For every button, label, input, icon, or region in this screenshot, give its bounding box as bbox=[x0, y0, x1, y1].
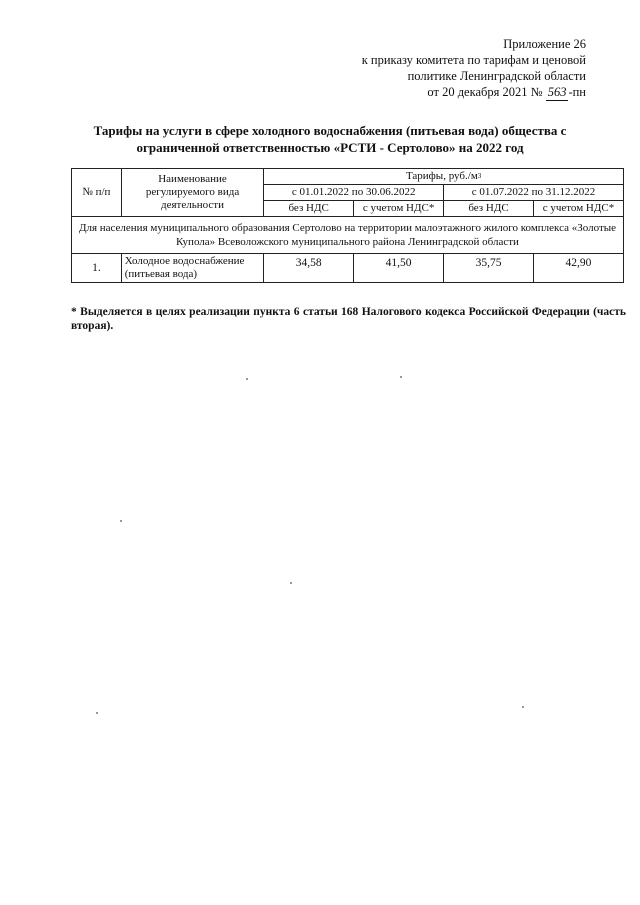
table-header-row bbox=[72, 169, 624, 185]
col-header-tariffs bbox=[264, 169, 624, 185]
tariff-table bbox=[71, 168, 624, 283]
title-line-2: ограниченной ответственностью «РСТИ - Сертолово» на 2022 год bbox=[136, 140, 524, 155]
col-header-number: № п/п bbox=[72, 169, 122, 217]
order-suffix: -пн bbox=[568, 85, 586, 99]
scan-speck bbox=[120, 520, 122, 522]
unit-superscript: 3 bbox=[477, 172, 482, 180]
table-section-row bbox=[72, 217, 624, 254]
row-p2-no-vat: 35,75 bbox=[444, 254, 534, 283]
period-1-header: с 01.01.2022 по 30.06.2022 bbox=[264, 185, 444, 201]
order-date-line bbox=[326, 84, 586, 101]
row-number: 1. bbox=[72, 254, 122, 283]
col-header-activity: Наименование регулируемого вида деятельности bbox=[121, 169, 264, 217]
title-line-1: Тарифы на услуги в сфере холодного водоснабжения (питьевая вода) общества с bbox=[93, 123, 567, 138]
appendix-number: Приложение 26 bbox=[503, 37, 586, 51]
table-row bbox=[72, 254, 624, 283]
tariffs-label: Тарифы, руб./м bbox=[405, 170, 478, 182]
order-number-handwritten: 563 bbox=[547, 85, 567, 99]
scan-speck bbox=[400, 376, 402, 378]
row-p1-with-vat: 41,50 bbox=[354, 254, 444, 283]
p2-no-vat-header: без НДС bbox=[444, 201, 534, 217]
vat-footnote: * Выделяется в целях реализации пункта 6 статьи 168 Налогового кодекса Российской Федерации (часть вторая). bbox=[71, 306, 626, 332]
appendix-header bbox=[326, 36, 586, 101]
p1-with-vat-header: с учетом НДС* bbox=[354, 201, 444, 217]
row-activity-name: Холодное водоснабжение (питьевая вода) bbox=[121, 254, 264, 283]
committee-line: политике Ленинградской области bbox=[407, 69, 586, 83]
order-date: от 20 декабря 2021 № bbox=[427, 85, 543, 99]
p1-no-vat-header: без НДС bbox=[264, 201, 354, 217]
scan-speck bbox=[522, 706, 524, 708]
document-title bbox=[60, 122, 600, 156]
row-p2-with-vat: 42,90 bbox=[533, 254, 623, 283]
scan-speck bbox=[246, 378, 248, 380]
scan-speck bbox=[290, 582, 292, 584]
p2-with-vat-header: с учетом НДС* bbox=[533, 201, 623, 217]
row-p1-no-vat: 34,58 bbox=[264, 254, 354, 283]
period-2-header: с 01.07.2022 по 31.12.2022 bbox=[444, 185, 624, 201]
order-reference-line: к приказу комитета по тарифам и ценовой bbox=[361, 53, 586, 67]
consumer-group-section: Для населения муниципального образования Сертолово на территории малоэтажного жилого комплекса «Золотые Купола» Всеволожского муниципального района Ленинградской области bbox=[72, 217, 624, 254]
scan-speck bbox=[96, 712, 98, 714]
